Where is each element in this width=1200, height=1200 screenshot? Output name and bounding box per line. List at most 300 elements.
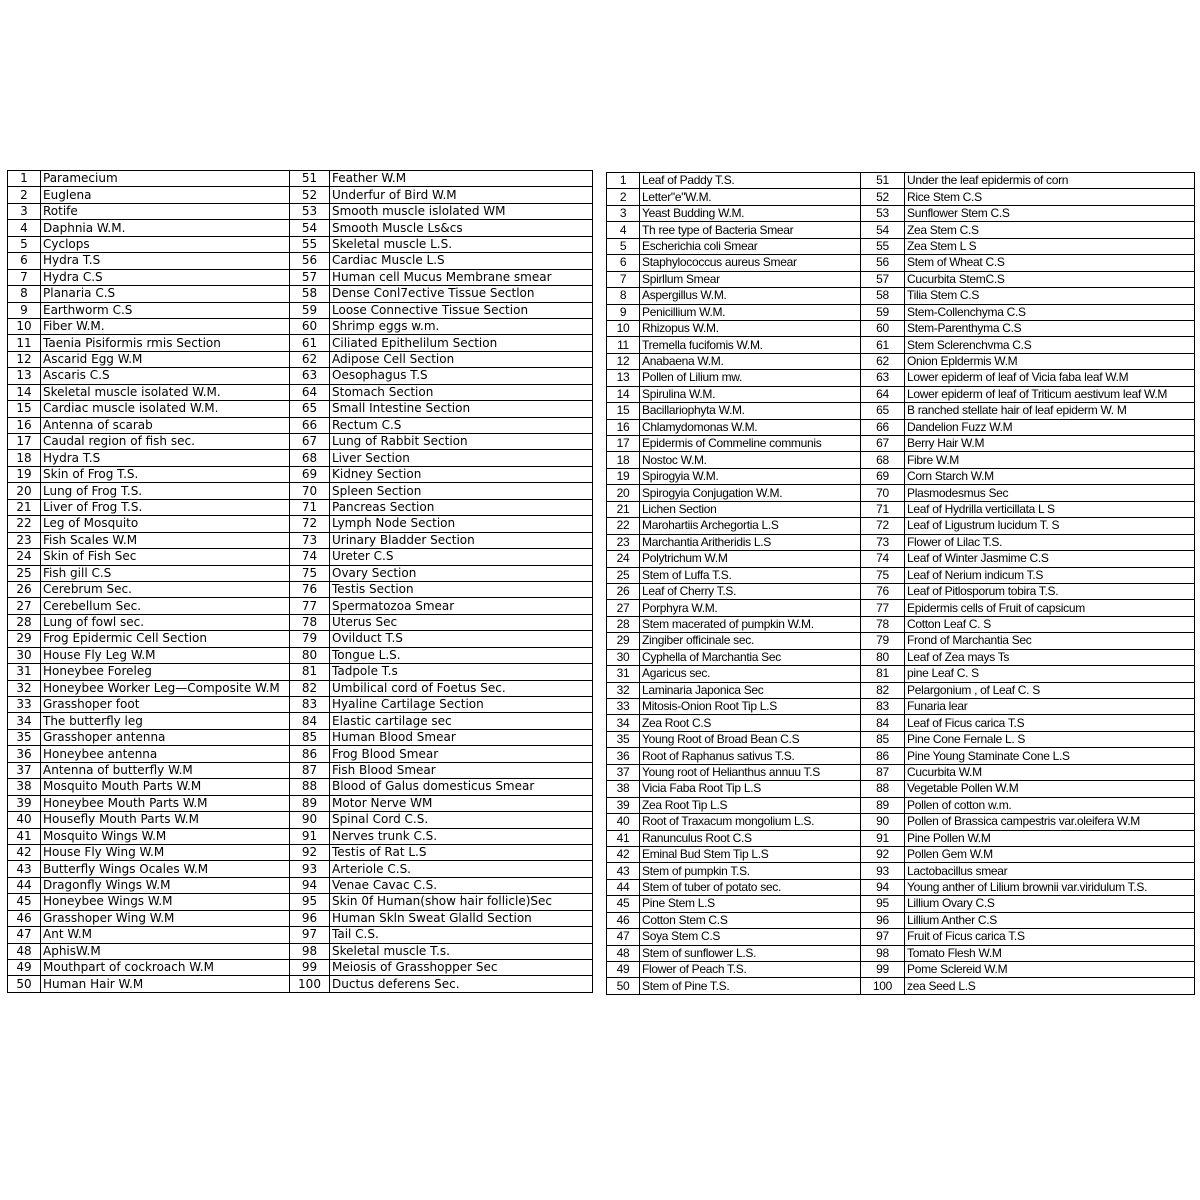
slide-number: 18 (607, 452, 640, 468)
slide-name: Pome Sclereid W.M (905, 962, 1195, 978)
slide-name: Flower of Peach T.S. (640, 962, 861, 978)
slide-number: 92 (290, 844, 330, 860)
table-row (607, 386, 1195, 402)
zoology-slide-table (7, 170, 593, 993)
slide-name: Hyaline Cartilage Section (330, 697, 593, 713)
slide-number: 56 (290, 253, 330, 269)
slide-name: Anabaena W.M. (640, 353, 861, 369)
table-row (8, 697, 593, 713)
table-row (8, 565, 593, 581)
slide-name: Lung of Frog T.S. (41, 483, 290, 499)
slide-number: 16 (607, 419, 640, 435)
slide-number: 29 (607, 633, 640, 649)
slide-name: Caudal region of fish sec. (41, 434, 290, 450)
slide-name: Zingiber officinale sec. (640, 633, 861, 649)
slide-name: Leaf of Cherry T.S. (640, 583, 861, 599)
slide-name: AphisW.M (41, 943, 290, 959)
slide-name: Rhizopus W.M. (640, 320, 861, 336)
slide-number: 57 (290, 269, 330, 285)
slide-number: 30 (607, 649, 640, 665)
slide-number: 57 (861, 271, 905, 287)
slide-number: 32 (8, 680, 41, 696)
slide-number: 4 (8, 220, 41, 236)
slide-number: 8 (8, 286, 41, 302)
slide-name: Skin of Fish Sec (41, 549, 290, 565)
slide-number: 25 (607, 567, 640, 583)
slide-name: Ranunculus Root C.S (640, 830, 861, 846)
slide-number: 50 (607, 978, 640, 994)
slide-name: Young anther of Lilium brownii var.viridulum T.S. (905, 879, 1195, 895)
slide-name: Skeletal muscle L.S. (330, 236, 593, 252)
slide-name: Ascarid Egg W.M (41, 351, 290, 367)
slide-name: Spinal Cord C.S. (330, 812, 593, 828)
slide-name: Butterfly Wings Ocales W.M (41, 861, 290, 877)
slide-number: 65 (861, 403, 905, 419)
slide-number: 8 (607, 288, 640, 304)
slide-number: 17 (8, 434, 41, 450)
slide-name: Honeybee antenna (41, 746, 290, 762)
slide-number: 89 (861, 797, 905, 813)
slide-name: Honeybee Wings W.M (41, 894, 290, 910)
slide-name: Ascaris C.S (41, 368, 290, 384)
slide-name: Hydra T.S (41, 450, 290, 466)
table-row (607, 797, 1195, 813)
table-row (8, 384, 593, 400)
slide-number: 79 (290, 631, 330, 647)
table-row (8, 581, 593, 597)
slide-number: 97 (290, 927, 330, 943)
table-row (8, 779, 593, 795)
slide-name: Pollen of Lilium mw. (640, 370, 861, 386)
slide-number: 77 (861, 600, 905, 616)
table-row (607, 403, 1195, 419)
slide-number: 63 (290, 368, 330, 384)
slide-number: 55 (861, 238, 905, 254)
slide-name: Lung of Rabbit Section (330, 434, 593, 450)
slide-number: 10 (8, 318, 41, 334)
slide-name: Umbilical cord of Foetus Sec. (330, 680, 593, 696)
table-row (607, 238, 1195, 254)
table-row (8, 598, 593, 614)
slide-number: 51 (290, 171, 330, 187)
slide-number: 80 (290, 647, 330, 663)
table-row (8, 499, 593, 515)
slide-name: Lichen Section (640, 501, 861, 517)
slide-number: 65 (290, 401, 330, 417)
slide-name: Human Hair W.M (41, 976, 290, 992)
slide-name: Smooth muscle islolated WM (330, 203, 593, 219)
slide-name: Earthworm C.S (41, 302, 290, 318)
slide-number: 92 (861, 846, 905, 862)
slide-name: Liver of Frog T.S. (41, 499, 290, 515)
slide-number: 31 (8, 664, 41, 680)
slide-name: Zea Root Tip L.S (640, 797, 861, 813)
table-row (8, 877, 593, 893)
slide-name: Fish Scales W.M (41, 532, 290, 548)
slide-name: Honeybee Mouth Parts W.M (41, 795, 290, 811)
slide-name: Spirllum Smear (640, 271, 861, 287)
table-row (607, 485, 1195, 501)
slide-number: 73 (290, 532, 330, 548)
table-row (8, 236, 593, 252)
slide-name: Shrimp eggs w.m. (330, 318, 593, 334)
slide-number: 14 (8, 384, 41, 400)
slide-number: 24 (8, 549, 41, 565)
slide-name: Leaf of Zea mays Ts (905, 649, 1195, 665)
slide-name: Grasshoper foot (41, 697, 290, 713)
slide-name: Cucurbita StemC.S (905, 271, 1195, 287)
slide-number: 95 (290, 894, 330, 910)
slide-name: Tomato Flesh W.M (905, 945, 1195, 961)
slide-name: Pollen Gem W.M (905, 846, 1195, 862)
slide-number: 59 (290, 302, 330, 318)
table-row (607, 781, 1195, 797)
slide-number: 74 (290, 549, 330, 565)
slide-number: 70 (290, 483, 330, 499)
slide-name: Dense Conl7ective Tissue Sectlon (330, 286, 593, 302)
table-row (8, 910, 593, 926)
table-row (607, 649, 1195, 665)
slide-name: Cotton Leaf C. S (905, 616, 1195, 632)
slide-number: 47 (607, 929, 640, 945)
slide-number: 77 (290, 598, 330, 614)
table-row (607, 534, 1195, 550)
table-row (607, 978, 1195, 994)
slide-number: 31 (607, 666, 640, 682)
slide-number: 50 (8, 976, 41, 992)
slide-number: 86 (290, 746, 330, 762)
slide-name: Meiosis of Grasshopper Sec (330, 960, 593, 976)
slide-number: 53 (861, 205, 905, 221)
slide-number: 68 (861, 452, 905, 468)
slide-number: 1 (607, 173, 640, 189)
slide-number: 41 (607, 830, 640, 846)
slide-number: 25 (8, 565, 41, 581)
table-row (8, 516, 593, 532)
slide-name: Motor Nerve WM (330, 795, 593, 811)
slide-number: 87 (290, 762, 330, 778)
slide-name: Ovilduct T.S (330, 631, 593, 647)
slide-name: Ductus deferens Sec. (330, 976, 593, 992)
table-row (8, 335, 593, 351)
slide-number: 64 (861, 386, 905, 402)
slide-number: 20 (8, 483, 41, 499)
slide-name: Stem-Parenthyma C.S (905, 320, 1195, 336)
slide-number: 46 (8, 910, 41, 926)
slide-number: 1 (8, 171, 41, 187)
slide-name: House Fly Wing W.M (41, 844, 290, 860)
slide-number: 100 (861, 978, 905, 994)
slide-name: Ant W.M (41, 927, 290, 943)
slide-number: 2 (8, 187, 41, 203)
table-row (607, 419, 1195, 435)
slide-number: 91 (290, 828, 330, 844)
slide-number: 36 (607, 748, 640, 764)
table-row (8, 351, 593, 367)
slide-name: Leaf of Ficus carica T.S (905, 715, 1195, 731)
slide-name: Leg of Mosquito (41, 516, 290, 532)
table-row (8, 269, 593, 285)
slide-name: Th ree type of Bacteria Smear (640, 222, 861, 238)
slide-name: Escherichia coli Smear (640, 238, 861, 254)
table-row (8, 746, 593, 762)
slide-number: 59 (861, 304, 905, 320)
table-row (8, 894, 593, 910)
slide-name: Pine Pollen W.M (905, 830, 1195, 846)
slide-number: 69 (290, 466, 330, 482)
slide-name: Fish Blood Smear (330, 762, 593, 778)
slide-number: 58 (861, 288, 905, 304)
slide-number: 76 (290, 581, 330, 597)
slide-number: 72 (290, 516, 330, 532)
slide-name: Mouthpart of cockroach W.M (41, 960, 290, 976)
slide-name: Human Blood Smear (330, 729, 593, 745)
slide-name: Cardiac muscle isolated W.M. (41, 401, 290, 417)
slide-number: 27 (8, 598, 41, 614)
slide-number: 47 (8, 927, 41, 943)
slide-name: Testis Section (330, 581, 593, 597)
slide-number: 83 (861, 699, 905, 715)
table-row (8, 450, 593, 466)
slide-name: Lower epiderm of leaf of Vicia faba leaf W.M (905, 370, 1195, 386)
slide-name: Spleen Section (330, 483, 593, 499)
table-row (8, 483, 593, 499)
table-row (8, 203, 593, 219)
slide-name: Lillium Anther C.S (905, 912, 1195, 928)
slide-name: Pollen of Brassica campestris var.oleifera W.M (905, 814, 1195, 830)
table-row (8, 466, 593, 482)
table-row (8, 368, 593, 384)
slide-number: 44 (607, 879, 640, 895)
slide-name: Stem Sclerenchvma C.S (905, 337, 1195, 353)
slide-name: Daphnia W.M. (41, 220, 290, 236)
slide-number: 60 (861, 320, 905, 336)
slide-name: Liver Section (330, 450, 593, 466)
slide-name: Adipose Cell Section (330, 351, 593, 367)
slide-name: Grasshoper Wing W.M (41, 910, 290, 926)
slide-number: 63 (861, 370, 905, 386)
slide-number: 37 (8, 762, 41, 778)
slide-name: Leaf of Ligustrum lucidum T. S (905, 518, 1195, 534)
slide-name: Pelargonium , of Leaf C. S (905, 682, 1195, 698)
slide-name: Lillium Ovary C.S (905, 896, 1195, 912)
slide-name: Mosquito Wings W.M (41, 828, 290, 844)
slide-number: 84 (290, 713, 330, 729)
slide-name: Cardiac Muscle L.S (330, 253, 593, 269)
table-row (8, 713, 593, 729)
slide-name: Berry Hair W.M (905, 436, 1195, 452)
slide-name: Epidermis of Commeline communis (640, 436, 861, 452)
slide-name: B ranched stellate hair of leaf epiderm W. M (905, 403, 1195, 419)
slide-name: Stem macerated of pumpkin W.M. (640, 616, 861, 632)
table-row (8, 762, 593, 778)
slide-number: 3 (607, 205, 640, 221)
table-row (607, 501, 1195, 517)
slide-name: Fibre W.M (905, 452, 1195, 468)
slide-number: 38 (8, 779, 41, 795)
slide-number: 85 (290, 729, 330, 745)
slide-number: 28 (8, 614, 41, 630)
slide-name: Hydra T.S (41, 253, 290, 269)
slide-number: 22 (8, 516, 41, 532)
slide-name: Blood of Galus domesticus Smear (330, 779, 593, 795)
table-row (8, 927, 593, 943)
slide-name: Mosquito Mouth Parts W.M (41, 779, 290, 795)
table-row (607, 962, 1195, 978)
table-row (607, 912, 1195, 928)
slide-number: 98 (861, 945, 905, 961)
slide-name: Eminal Bud Stem Tip L.S (640, 846, 861, 862)
slide-name: Small Intestine Section (330, 401, 593, 417)
slide-name: Pancreas Section (330, 499, 593, 515)
slide-name: Epidermis cells of Fruit of capsicum (905, 600, 1195, 616)
slide-name: Root of Raphanus sativus T.S. (640, 748, 861, 764)
slide-name: Zea Root C.S (640, 715, 861, 731)
slide-name: Antenna of butterfly W.M (41, 762, 290, 778)
table-row (607, 452, 1195, 468)
slide-name: Euglena (41, 187, 290, 203)
slide-name: Tail C.S. (330, 927, 593, 943)
slide-number: 15 (8, 401, 41, 417)
slide-number: 36 (8, 746, 41, 762)
slide-name: Venae Cavac C.S. (330, 877, 593, 893)
slide-number: 34 (8, 713, 41, 729)
slide-name: Onion Epldermis W.M (905, 353, 1195, 369)
slide-number: 54 (290, 220, 330, 236)
table-row (607, 879, 1195, 895)
table-row (607, 370, 1195, 386)
slide-number: 89 (290, 795, 330, 811)
slide-number: 86 (861, 748, 905, 764)
slide-name: Lactobacillus smear (905, 863, 1195, 879)
slide-name: Taenia Pisiformis rmis Section (41, 335, 290, 351)
slide-name: The butterfly leg (41, 713, 290, 729)
slide-name: Oesophagus T.S (330, 368, 593, 384)
slide-name: Loose Connective Tissue Section (330, 302, 593, 318)
slide-name: Stem of Wheat C.S (905, 255, 1195, 271)
slide-number: 75 (290, 565, 330, 581)
slide-name: Root of Traxacum mongolium L.S. (640, 814, 861, 830)
slide-number: 68 (290, 450, 330, 466)
slide-name: Spirulina W.M. (640, 386, 861, 402)
table-row (607, 633, 1195, 649)
table-row (8, 943, 593, 959)
slide-number: 13 (8, 368, 41, 384)
botany-slide-table (606, 172, 1195, 995)
slide-name: Frog Epidermic Cell Section (41, 631, 290, 647)
slide-name: Stem of sunflower L.S. (640, 945, 861, 961)
table-row (607, 846, 1195, 862)
slide-number: 84 (861, 715, 905, 731)
slide-name: Rice Stem C.S (905, 189, 1195, 205)
slide-number: 27 (607, 600, 640, 616)
table-row (607, 173, 1195, 189)
table-row (8, 532, 593, 548)
slide-name: Corn Starch W.M (905, 468, 1195, 484)
slide-number: 9 (607, 304, 640, 320)
table-row (8, 844, 593, 860)
slide-name: Ureter C.S (330, 549, 593, 565)
slide-name: Uterus Sec (330, 614, 593, 630)
slide-number: 38 (607, 781, 640, 797)
table-row (607, 518, 1195, 534)
slide-number: 13 (607, 370, 640, 386)
slide-name: Lower epiderm of leaf of Triticum aestivum leaf W.M (905, 386, 1195, 402)
slide-name: Leaf of Pitlosporum tobira T.S. (905, 583, 1195, 599)
slide-number: 83 (290, 697, 330, 713)
slide-name: Stem-Collenchyma C.S (905, 304, 1195, 320)
slide-number: 23 (607, 534, 640, 550)
slide-name: Kidney Section (330, 466, 593, 482)
slide-name: Ovary Section (330, 565, 593, 581)
slide-name: Dandelion Fuzz W.M (905, 419, 1195, 435)
slide-name: Urinary Bladder Section (330, 532, 593, 548)
slide-name: Cucurbita W.M (905, 764, 1195, 780)
table-row (607, 863, 1195, 879)
table-row (607, 288, 1195, 304)
slide-name: Stem of tuber of potato sec. (640, 879, 861, 895)
slide-number: 95 (861, 896, 905, 912)
slide-name: Marohartiis Archegortia L.S (640, 518, 861, 534)
slide-number: 44 (8, 877, 41, 893)
slide-number: 43 (607, 863, 640, 879)
slide-number: 64 (290, 384, 330, 400)
slide-number: 6 (8, 253, 41, 269)
table-row (8, 631, 593, 647)
table-row (8, 302, 593, 318)
slide-number: 9 (8, 302, 41, 318)
slide-name: Under the leaf epidermis of corn (905, 173, 1195, 189)
table-row (8, 253, 593, 269)
slide-name: Sunflower Stem C.S (905, 205, 1195, 221)
slide-number: 45 (8, 894, 41, 910)
slide-name: Elastic cartilage sec (330, 713, 593, 729)
slide-number: 41 (8, 828, 41, 844)
slide-number: 12 (8, 351, 41, 367)
table-row (607, 468, 1195, 484)
slide-number: 12 (607, 353, 640, 369)
slide-name: Skin 0f Human(show hair follicle)Sec (330, 894, 593, 910)
slide-number: 43 (8, 861, 41, 877)
table-row (607, 353, 1195, 369)
slide-number: 62 (290, 351, 330, 367)
slide-name: Aspergillus W.M. (640, 288, 861, 304)
slide-number: 7 (8, 269, 41, 285)
slide-number: 5 (607, 238, 640, 254)
table-row (607, 583, 1195, 599)
slide-name: Fruit of Ficus carica T.S (905, 929, 1195, 945)
slide-number: 71 (861, 501, 905, 517)
table-row (607, 436, 1195, 452)
slide-number: 91 (861, 830, 905, 846)
slide-number: 33 (8, 697, 41, 713)
slide-number: 80 (861, 649, 905, 665)
slide-name: Frond of Marchantia Sec (905, 633, 1195, 649)
slide-number: 85 (861, 731, 905, 747)
slide-number: 26 (8, 581, 41, 597)
slide-name: pine Leaf C. S (905, 666, 1195, 682)
slide-number: 29 (8, 631, 41, 647)
table-row (8, 664, 593, 680)
slide-name: Antenna of scarab (41, 417, 290, 433)
slide-number: 24 (607, 551, 640, 567)
slide-number: 87 (861, 764, 905, 780)
slide-number: 51 (861, 173, 905, 189)
slide-name: Underfur of Bird W.M (330, 187, 593, 203)
slide-name: Hydra C.S (41, 269, 290, 285)
slide-name: Tilia Stem C.S (905, 288, 1195, 304)
slide-name: Planaria C.S (41, 286, 290, 302)
